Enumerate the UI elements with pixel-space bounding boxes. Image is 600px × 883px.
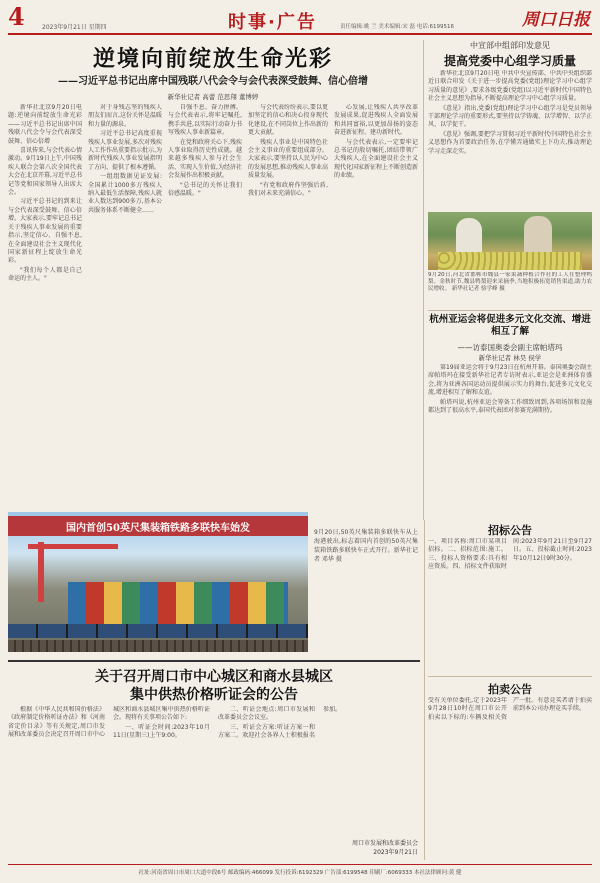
paragraph: 一、听证会时间:2023年10月11日(星期三)上午9:00。	[113, 723, 210, 740]
price-hearing-notice	[8, 660, 420, 860]
train	[8, 624, 308, 638]
brand-logo: 周口日报	[522, 10, 590, 30]
right-mid-story	[428, 314, 592, 518]
main-subheadline: ——习近平总书记出席中国残联八代会令与会代表深受鼓舞、信心倍增	[58, 76, 368, 87]
right-mid-byline: 新华社记者 林昊 侯学	[478, 354, 542, 362]
column-divider	[424, 520, 425, 860]
rail-banner-text: 国内首创50英尺集装箱铁路多联快车始发	[66, 523, 250, 534]
main-column-4	[248, 104, 328, 484]
paragraph: 在党和政府关心下,残疾人事业取得历史性成就。越来越多残疾人参与社会生活、实现人生价值,为经济社会发展作出积极贡献。	[168, 138, 242, 180]
paragraph: 三、听证会方案:听证方案一和方案二。欢迎社会各界人士积极报名参加。	[218, 706, 342, 740]
paragraph: "我们每个人都是自己命运的主人。"	[8, 266, 82, 283]
right-mid-headline: 杭州亚运会将促进多元文化交流、增进相互了解	[429, 314, 591, 337]
section-title: 时事·广告	[228, 12, 317, 33]
paragraph: 第19届亚运会将于9月23日在杭州开幕。泰国奥委会副主席帕塔玛在接受新华社记者专访时表示,亚运会是亚洲体育盛会,将为亚洲各国运动员提供展示实力的舞台,促进多元文化交流,增进相互了解和友谊。	[428, 364, 592, 397]
notice-headline-line-1: 关于召开周口市中心城区和商水县城区	[95, 669, 333, 685]
right-mid-body	[428, 364, 592, 516]
paragraph: 与会代表纷纷表示,要以更加坚定的信心和决心投身现代化建设,在不同岗位上作出新的更大贡献。	[248, 104, 328, 137]
pear-harvest-photo	[428, 212, 592, 270]
page-header	[0, 0, 600, 36]
auction-notice-body: 受有关单位委托,定于2023年9月28日10时在周口市公开拍卖以下标的:车辆及相关资产一批。有意竞买者请于拍卖前到本公司办理竞买手续。	[428, 697, 592, 721]
bid-notice	[428, 522, 592, 672]
paragraph: 《意见》强调,要把学习贯彻习近平新时代中国特色社会主义思想作为首要政治任务,在学懂弄通做实上下功夫,推动理论学习走深走实。	[428, 130, 592, 155]
auction-notice	[428, 676, 592, 860]
paragraph: 对于身残志坚的残疾人朋友们而言,这份关怀是温暖和力量的源泉。	[88, 104, 162, 128]
paragraph: 二、听证会地点:周口市发展和改革委员会会议室。	[218, 706, 315, 722]
editor-line: 责任编辑:姚 兰 美术编辑:宋 磊 电话:6199516	[340, 24, 455, 30]
notice-date: 2023年9月21日	[373, 849, 418, 856]
main-byline: 新华社记者 高蕾 范思翔 董博婷	[167, 93, 259, 101]
paragraph: 新华社北京9月20日电 题:逆境向前绽放生命光彩——习近平总书记出席中国残联八代会令与会代表深受鼓舞、信心倍增	[8, 104, 82, 145]
bid-notice-title: 招标公告	[488, 524, 532, 537]
date-line: 2023年9月21日 星期四	[42, 24, 107, 31]
header-rule	[8, 33, 592, 35]
page-number: 4	[8, 2, 25, 31]
paragraph: 与会代表表示,一定要牢记总书记的殷切嘱托,团结带领广大残疾人,在全面建设社会主义现代化国家新征程上不断创造新的业绩。	[334, 138, 418, 180]
rail-track	[8, 640, 308, 652]
rail-caption: 9月20日,50英尺集装箱多联快车从上海港驶出,标志着国内首创的50英尺集装箱铁路多联快车正式开行。新华社记者 邓华 摄	[314, 529, 418, 563]
paragraph: 根据《中华人民共和国价格法》《政府制定价格听证办法》和《河南省定价目录》等有关规定,周口市发展和改革委员会决定召开周口市中心城区和商水县城区集中供热价格听证会。现将有关事项公告如下:	[8, 706, 210, 739]
paragraph: "有党和政府作坚强后盾,我们对未来充满信心。"	[248, 181, 328, 198]
footer-rule	[8, 864, 592, 865]
right-top-body	[428, 70, 592, 210]
main-column-1	[8, 104, 82, 514]
paragraph: 心发展,让残疾人共享改革发展成果,促进残疾人全面发展和共同富裕,以更加昂扬的姿态奋进新征程、建功新时代。	[334, 104, 418, 137]
crane	[28, 544, 118, 549]
paragraph: 残疾人事业是中国特色社会主义事业的重要组成部分。大家表示,要坚持以人民为中心的发展思想,推动残疾人事业高质量发展。	[248, 138, 328, 180]
paragraph: 自强不息、奋力拼搏。与会代表表示,将牢记嘱托,携手共进,以实际行动奋力书写残疾人事业新篇章。	[168, 104, 242, 137]
right-top-headline: 提高党委中心组学习质量	[443, 54, 576, 68]
paragraph: 一组组数据见证发展:全国累计1000多万残疾人纳入最低生活保障,残疾人就业人数达到900多万,基本公共服务体系不断健全……	[88, 173, 162, 214]
notice-body	[8, 706, 420, 836]
right-mid-subheadline: ——访泰国奥委会副主席帕塔玛	[457, 343, 563, 352]
main-column-2	[88, 104, 162, 484]
bid-notice-body: 一、项目名称:周口市某项目招标。二、招标范围:施工。三、投标人资格要求:具有相应资质。四、招标文件获取时间:2023年9月21日至9月27日。五、投标截止时间:2023年10月12日9时30分。	[428, 538, 592, 571]
notice-headline-line-2: 集中供热价格听证会的公告	[130, 687, 298, 703]
paragraph: 喜讯传来,与会代表心情激动。9月19日上午,中国残疾人联合会第八次全国代表大会在北京开幕,习近平总书记等党和国家领导人出席大会。	[8, 147, 82, 197]
right-top-kicker: 中宣部中组部印发意见	[470, 41, 550, 50]
pear-crate	[438, 252, 582, 270]
photo-caption: 9月20日,河北省邯郸市魏县一家果蔬种植合作社的工人在整理鸭梨。金秋时节,魏县鸭梨迎来采摘季,当地积极拓宽销售渠道,助力农民增收。 新华社记者 骆学峰 摄	[428, 272, 592, 292]
paragraph: 新华社北京9月20日电 中共中央宣传部、中共中央组织部近日联合印发《关于进一步提高党委(党组)理论学习中心组学习质量的意见》,要求各级党委(党组)以习近平新时代中国特色社会主义思想为指导,不断提高理论学习中心组学习质量。	[428, 70, 592, 103]
paragraph: 习近平总书记高度重视残疾人事业发展,多次对残疾人工作作出重要指示批示,为新时代残疾人事业发展指明了方向、提供了根本遵循。	[88, 130, 162, 171]
main-story	[8, 40, 418, 518]
container-stack	[68, 582, 288, 626]
paragraph: 习近平总书记的到来让与会代表深受鼓舞、信心倍增。大家表示,要牢记总书记关于残疾人事业发展的重要指示,坚定信心、自强不息,在全面建设社会主义现代化国家新征程上绽放生命光彩。	[8, 198, 82, 265]
main-column-5	[334, 104, 418, 484]
right-top-story	[428, 40, 592, 270]
section-divider	[428, 310, 592, 311]
auction-notice-title: 拍卖公告	[488, 683, 532, 696]
column-divider	[423, 40, 424, 520]
rail-photo	[8, 512, 308, 652]
main-column-3	[168, 104, 242, 484]
paragraph: "总书记的关怀让我们倍感温暖。"	[168, 181, 242, 198]
crane	[38, 542, 44, 602]
paragraph: 帕塔玛说,杭州亚运会筹备工作细致周到,各项场馆和设施都达到了很高水平,泰国代表团对参赛充满期待。	[428, 398, 592, 415]
footer-info: 社址:河南省周口市周口大道中段6号 邮政编码:466099 发行投诉:6192329 广告部:6199548 印刷厂:6069333 本社法律顾问:黄 健	[138, 870, 462, 876]
notice-signature: 周口市发展和改革委员会	[351, 840, 418, 847]
paragraph: 《意见》指出,党委(党组)理论学习中心组学习是党员领导干部理论学习的重要形式,要坚持以学铸魂、以学增智、以学正风、以学促干。	[428, 104, 592, 129]
main-headline: 逆境向前绽放生命光彩	[92, 46, 333, 72]
